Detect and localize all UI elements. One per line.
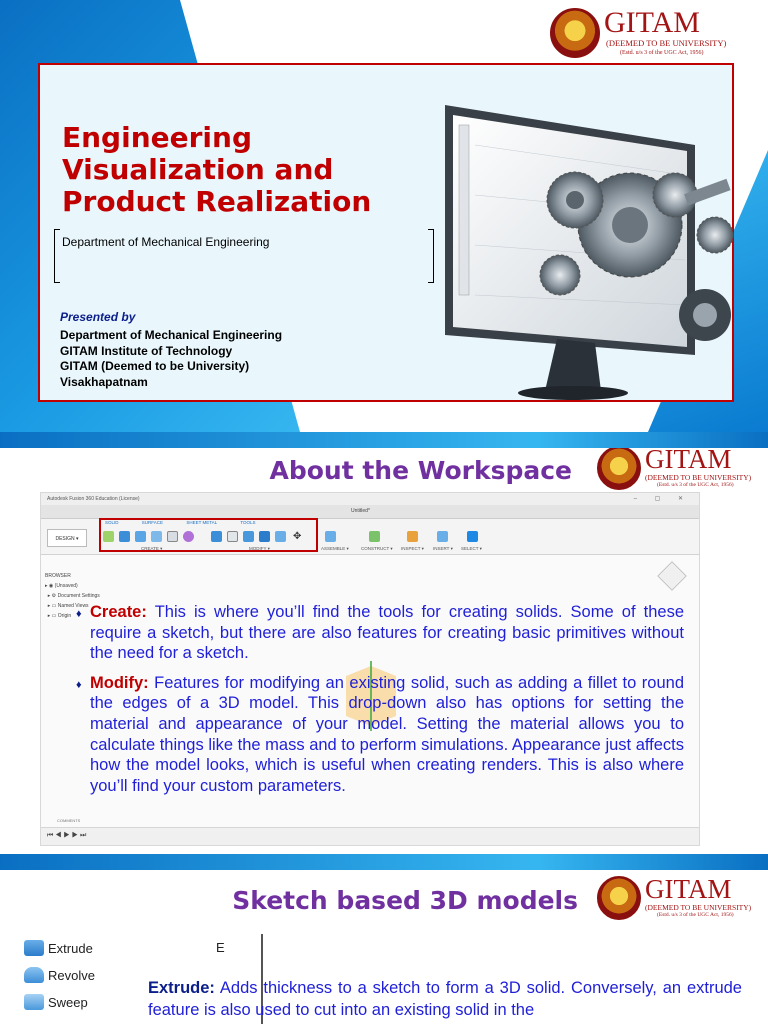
title-panel xyxy=(38,63,734,402)
presenter-line: Department of Mechanical Engineering xyxy=(60,328,283,342)
gitam-logo xyxy=(597,448,751,490)
presenter-line: GITAM (Deemed to be University) xyxy=(60,359,250,373)
menu-item-revolve[interactable] xyxy=(24,965,95,985)
extrude-keyword: Extrude: xyxy=(148,979,215,997)
new-sketch-icon[interactable] xyxy=(103,531,114,542)
select-icon[interactable] xyxy=(467,531,478,542)
chamfer-icon[interactable] xyxy=(243,531,254,542)
department-placeholder xyxy=(54,229,434,283)
joint-icon[interactable] xyxy=(325,531,336,542)
presenter-info xyxy=(60,328,282,390)
extrude-text: Adds thickness to a sketch to form a 3D solid. Conversely, an extrude feature is also used to cut into an existing solid in the xyxy=(148,979,742,1019)
modify-menu[interactable]: MODIFY ▾ xyxy=(249,546,270,551)
plane-icon[interactable] xyxy=(369,531,380,542)
assemble-menu[interactable]: ASSEMBLE ▾ xyxy=(321,546,349,551)
workspace-switcher[interactable]: DESIGN ▾ xyxy=(47,529,87,547)
browser-item-label: (Unsaved) xyxy=(54,583,78,589)
slide-separator xyxy=(0,432,768,448)
insert-image-icon[interactable] xyxy=(437,531,448,542)
slide-title: About the Workspace xyxy=(269,456,572,485)
tab-sheet-metal[interactable]: SHEET METAL xyxy=(186,520,218,525)
sweep-icon[interactable] xyxy=(151,531,162,542)
gitam-logo xyxy=(550,8,726,58)
bracket-left xyxy=(54,229,60,283)
document-tab[interactable]: Untitled* xyxy=(351,508,370,514)
gitam-seal-icon xyxy=(597,876,641,920)
timeline-bar xyxy=(41,827,699,845)
logo-established: (Estd. u/s 3 of the UGC Act, 1956) xyxy=(657,912,734,918)
tab-surface[interactable]: SURFACE xyxy=(141,520,164,525)
presenter-line: GITAM Institute of Technology xyxy=(60,343,233,358)
menu-item-extrude[interactable] xyxy=(24,938,93,958)
browser-item[interactable]: ▸ ◉ (Unsaved) xyxy=(45,583,78,589)
document-tab-bar xyxy=(41,505,699,519)
logo-established: (Estd. u/s 3 of the UGC Act, 1956) xyxy=(657,482,734,488)
gitam-seal-icon xyxy=(597,448,641,490)
toolbar-ribbon xyxy=(41,519,699,555)
revolve-icon[interactable] xyxy=(135,531,146,542)
logo-subtitle: (DEEMED TO BE UNIVERSITY) xyxy=(645,903,752,912)
bullet-modify xyxy=(76,673,684,797)
construct-menu[interactable]: CONSTRUCT ▾ xyxy=(361,546,393,551)
monitor-gears-illustration xyxy=(445,105,735,401)
top-white-band xyxy=(230,0,530,64)
logo-name: GITAM xyxy=(645,448,732,474)
inspect-menu[interactable]: INSPECT ▾ xyxy=(401,546,424,551)
select-menu[interactable]: SELECT ▾ xyxy=(461,546,482,551)
bullet-keyword: Create: xyxy=(90,603,147,621)
browser-item-label: Document Settings xyxy=(57,593,100,599)
press-pull-icon[interactable] xyxy=(211,531,222,542)
logo-name: GITAM xyxy=(604,6,700,39)
revolve-icon xyxy=(24,967,44,983)
tab-solid[interactable]: SOLID xyxy=(105,520,119,525)
browser-item[interactable]: ▸ ⚙ Document Settings xyxy=(45,593,100,599)
title-line-3: Product Realization xyxy=(62,185,372,218)
logo-name: GITAM xyxy=(645,874,732,904)
extrude-icon xyxy=(24,940,44,956)
workspace-slide xyxy=(0,448,768,854)
slide-title: Sketch based 3D models xyxy=(232,886,578,915)
browser-item-label: Origin xyxy=(57,613,72,619)
tab-tools[interactable]: TOOLS xyxy=(240,520,256,525)
viewcube[interactable] xyxy=(657,561,686,590)
extrude-description xyxy=(148,978,742,1021)
app-titlebar xyxy=(41,493,699,505)
window-controls[interactable]: – ▢ ✕ xyxy=(633,496,691,502)
diamond-bullet-icon: ♦ xyxy=(76,678,82,691)
fillet-icon[interactable] xyxy=(227,531,238,542)
move-icon[interactable]: ✥ xyxy=(293,531,302,542)
logo-established: (Estd. u/s 3 of the UGC Act, 1956) xyxy=(620,50,704,56)
sweep-icon xyxy=(24,994,44,1010)
extrude-shortcut: E xyxy=(216,940,225,955)
create-menu[interactable]: CREATE ▾ xyxy=(141,546,163,551)
insert-menu[interactable]: INSERT ▾ xyxy=(433,546,453,551)
browser-item[interactable]: ▸ ▭ Named Views xyxy=(45,603,89,609)
presentation-title xyxy=(62,122,422,218)
title-line-1: Engineering xyxy=(62,121,252,154)
menu-item-label: Extrude xyxy=(48,940,93,956)
box-icon[interactable] xyxy=(167,531,178,542)
bracket-right xyxy=(428,229,434,283)
menu-item-label: Revolve xyxy=(48,967,95,983)
extrude-icon[interactable] xyxy=(119,531,130,542)
diamond-bullet-icon: ♦ xyxy=(76,608,82,620)
measure-icon[interactable] xyxy=(407,531,418,542)
department-label: Department of Mechanical Engineering xyxy=(62,235,270,249)
sphere-icon[interactable] xyxy=(183,531,194,542)
browser-item-label: Named Views xyxy=(57,603,89,609)
timeline-controls[interactable]: ⏮◀▶▶⏭ xyxy=(47,832,89,839)
menu-item-sweep[interactable] xyxy=(24,992,88,1012)
presenter-line: Visakhapatnam xyxy=(60,374,148,389)
browser-item[interactable]: ▸ ▭ Origin xyxy=(45,613,72,619)
menu-item-label: Sweep xyxy=(48,994,88,1010)
bullet-text: This is where you’ll find the tools for creating solids. Some of these require a sketch, but there are also features for creating basic primitives without the need for a sketch. xyxy=(90,603,685,663)
bullet-create xyxy=(76,602,684,664)
shell-icon[interactable] xyxy=(259,531,270,542)
logo-subtitle: (DEEMED TO BE UNIVERSITY) xyxy=(606,38,727,48)
title-line-2: Visualization and xyxy=(62,153,334,186)
logo-subtitle: (DEEMED TO BE UNIVERSITY) xyxy=(645,473,752,482)
title-slide xyxy=(0,0,768,432)
app-title: Autodesk Fusion 360 Education (License) xyxy=(47,496,140,502)
gitam-logo xyxy=(597,876,751,920)
bullet-text: Features for modifying an existing solid, such as adding a fillet to round the edges of a 3D model. This drop-down also has options for setting the material and appearance of your model. Setting the material allows you to calculate things like the mass and to perform simulations. Appearance just affects how the model looks, which is useful when creating renders. This is also where you’ll find your custom parameters. xyxy=(90,673,685,795)
browser-title: BROWSER xyxy=(45,573,71,579)
combine-icon[interactable] xyxy=(275,531,286,542)
sketch-models-slide xyxy=(0,870,768,1024)
comments-label[interactable]: COMMENTS xyxy=(57,818,81,823)
bullet-keyword: Modify: xyxy=(90,673,149,692)
gitam-seal-icon xyxy=(550,8,600,58)
presented-by-label: Presented by xyxy=(60,310,136,324)
slide-separator xyxy=(0,854,768,870)
bullet-list xyxy=(76,602,684,805)
